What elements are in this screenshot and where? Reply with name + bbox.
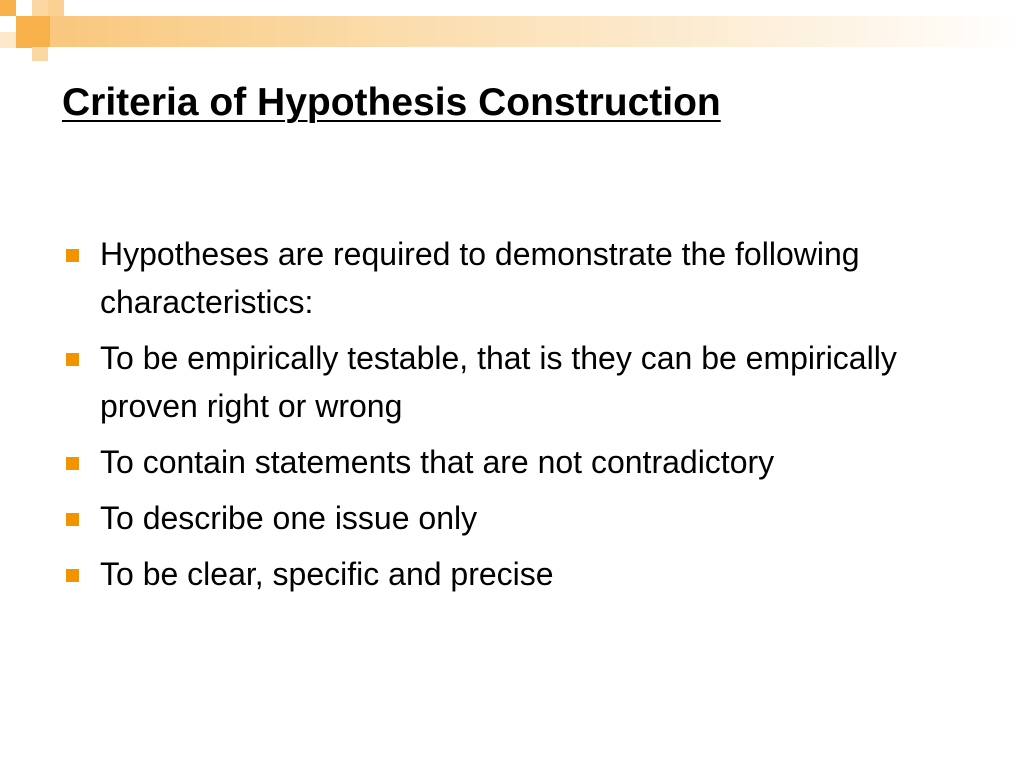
slide-title: Criteria of Hypothesis Construction bbox=[62, 81, 721, 124]
header-gradient-band bbox=[50, 16, 1024, 47]
square-bullet-icon bbox=[66, 457, 79, 470]
bullet-item bbox=[66, 230, 966, 326]
bullet-text: To be empirically testable, that is they can be empirically proven right or wrong bbox=[100, 340, 897, 424]
decor-square bbox=[0, 0, 16, 16]
bullet-text: Hypotheses are required to demonstrate the following characteristics: bbox=[100, 236, 860, 320]
decor-square bbox=[48, 0, 64, 16]
decor-square bbox=[32, 0, 48, 16]
bullet-item bbox=[66, 438, 966, 486]
square-bullet-icon bbox=[66, 513, 79, 526]
bullet-item bbox=[66, 550, 966, 598]
decor-square bbox=[16, 32, 32, 48]
bullet-text: To be clear, specific and precise bbox=[100, 556, 554, 592]
bullet-text: To describe one issue only bbox=[100, 500, 478, 536]
bullet-item bbox=[66, 494, 966, 542]
bullet-item bbox=[66, 334, 966, 430]
square-bullet-icon bbox=[66, 353, 79, 366]
bullet-text: To contain statements that are not contradictory bbox=[100, 444, 775, 480]
decor-square bbox=[32, 47, 48, 61]
bullet-list bbox=[66, 230, 966, 606]
decor-square bbox=[0, 32, 16, 48]
decor-square bbox=[16, 16, 32, 32]
decor-square bbox=[32, 16, 50, 47]
square-bullet-icon bbox=[66, 569, 79, 582]
square-bullet-icon bbox=[66, 249, 79, 262]
